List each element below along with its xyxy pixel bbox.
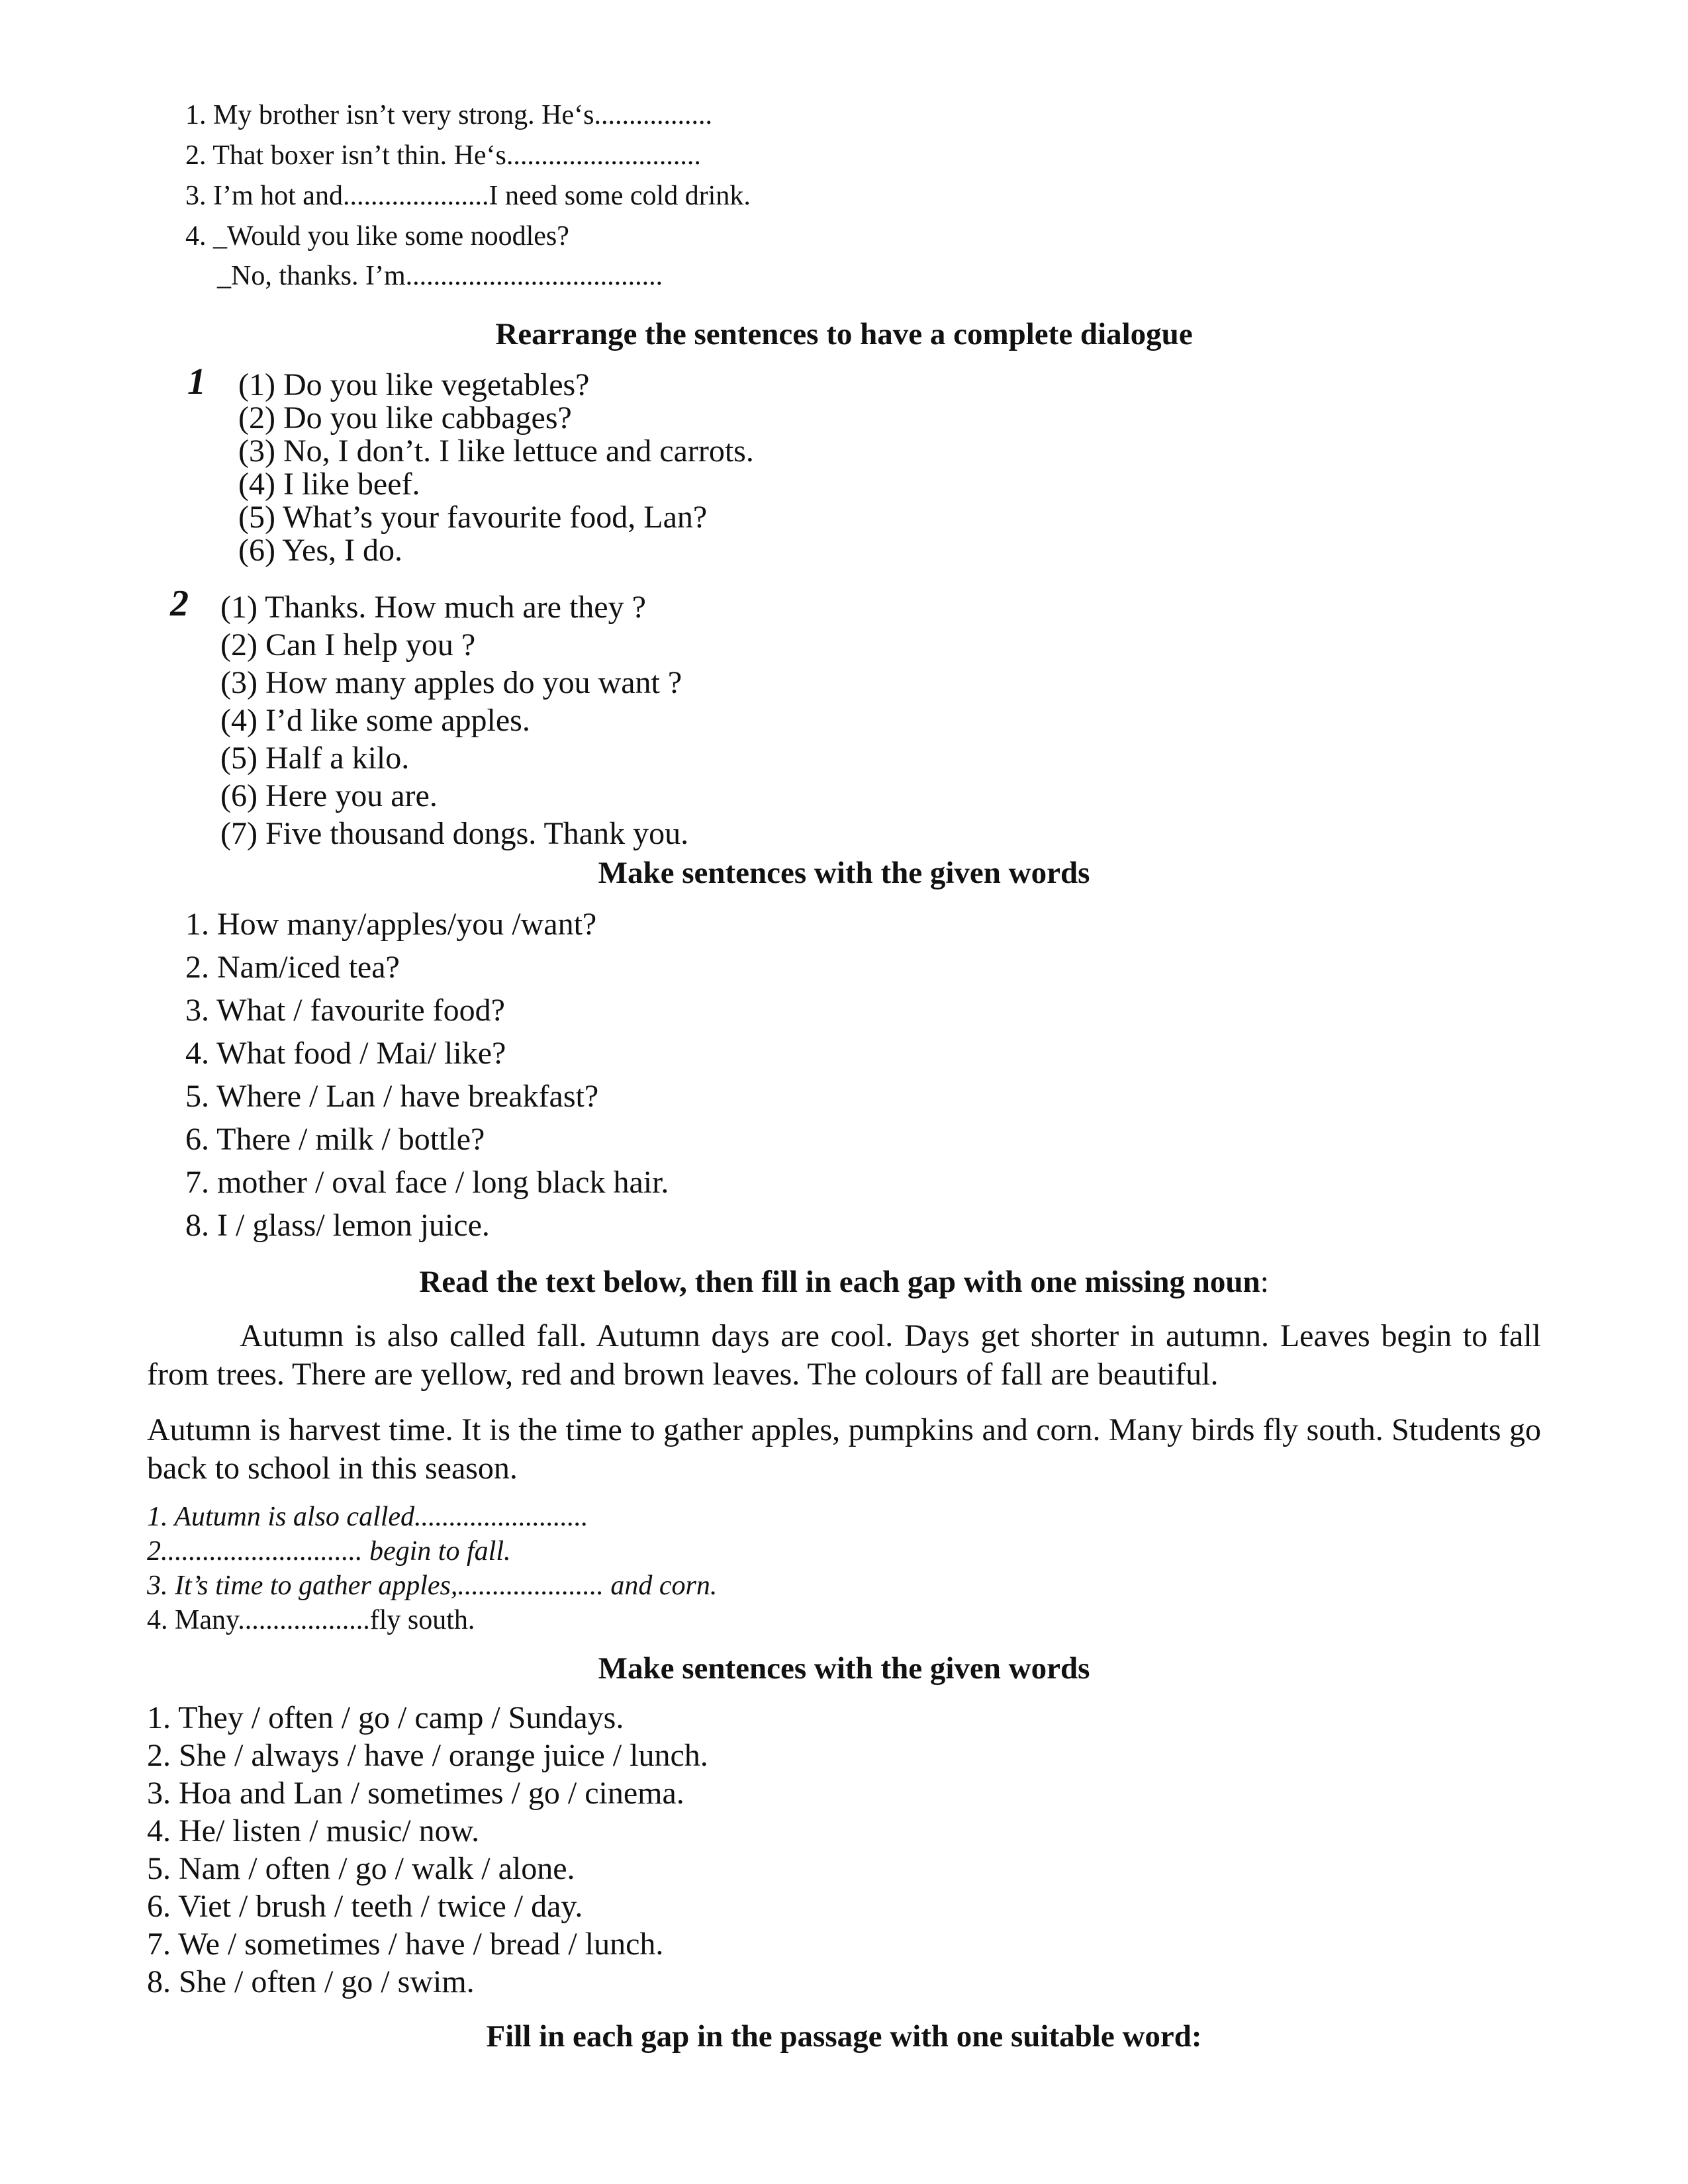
list-item: 7. We / sometimes / have / bread / lunch. bbox=[147, 1927, 664, 1962]
dialogue-line: (6) Yes, I do. bbox=[238, 533, 403, 568]
dialogue-line: (7) Five thousand dongs. Thank you. bbox=[220, 816, 689, 851]
dialogue-number: 2 bbox=[170, 583, 189, 624]
list-item: 8. I / glass/ lemon juice. bbox=[185, 1208, 490, 1243]
reading-question: 2............................. begin to fall. bbox=[147, 1536, 511, 1567]
exercise-item: _No, thanks. I’m..................................... bbox=[217, 261, 663, 291]
list-item: 3. What / favourite food? bbox=[185, 993, 505, 1028]
list-item: 5. Where / Lan / have breakfast? bbox=[185, 1079, 599, 1114]
dialogue-line: (5) What’s your favourite food, Lan? bbox=[238, 500, 708, 535]
dialogue-number: 1 bbox=[187, 361, 206, 402]
exercise-item: 3. I’m hot and.....................I need some cold drink. bbox=[185, 181, 751, 211]
section-heading-rearrange: Rearrange the sentences to have a complete dialogue bbox=[495, 317, 1193, 351]
exercise-item: 4. _Would you like some noodles? bbox=[185, 221, 569, 251]
dialogue-line: (1) Do you like vegetables? bbox=[238, 367, 590, 402]
reading-paragraph: Autumn is harvest time. It is the time to gather apples, pumpkins and corn. Many birds fly south. Students go back to school in this season. bbox=[147, 1412, 1541, 1486]
list-item: 2. She / always / have / orange juice / lunch. bbox=[147, 1738, 708, 1773]
list-item: 7. mother / oval face / long black hair. bbox=[185, 1165, 669, 1200]
section-heading-fill-passage: Fill in each gap in the passage with one suitable word: bbox=[486, 2019, 1202, 2054]
list-item: 1. They / often / go / camp / Sundays. bbox=[147, 1700, 624, 1735]
section-heading-make-sentences: Make sentences with the given words bbox=[598, 1651, 1090, 1686]
section-heading-reading bbox=[0, 1264, 1688, 1300]
dialogue-line: (4) I like beef. bbox=[238, 467, 420, 502]
reading-question: 4. Many...................fly south. bbox=[147, 1605, 475, 1635]
dialogue-line: (3) No, I don’t. I like lettuce and carrots. bbox=[238, 433, 754, 469]
dialogue-line: (1) Thanks. How much are they ? bbox=[220, 590, 646, 625]
reading-question: 3. It’s time to gather apples,..................... and corn. bbox=[147, 1570, 718, 1601]
list-item: 3. Hoa and Lan / sometimes / go / cinema. bbox=[147, 1776, 684, 1811]
list-item: 5. Nam / often / go / walk / alone. bbox=[147, 1851, 575, 1886]
reading-paragraph: Autumn is also called fall. Autumn days are cool. Days get shorter in autumn. Leaves begin to fall from trees. There are yellow, red and brown leaves. The colours of fall are beautiful. bbox=[147, 1318, 1541, 1392]
dialogue-line: (3) How many apples do you want ? bbox=[220, 665, 682, 700]
list-item: 6. Viet / brush / teeth / twice / day. bbox=[147, 1889, 583, 1924]
exercise-item: 2. That boxer isn’t thin. He‘s............................ bbox=[185, 140, 701, 171]
exercise-item: 1. My brother isn’t very strong. He‘s................. bbox=[185, 100, 712, 130]
reading-question: 1. Autumn is also called......................... bbox=[147, 1502, 588, 1532]
dialogue-line: (2) Can I help you ? bbox=[220, 627, 476, 662]
dialogue-line: (5) Half a kilo. bbox=[220, 741, 410, 776]
reading-heading-colon: : bbox=[1260, 1265, 1269, 1299]
list-item: 6. There / milk / bottle? bbox=[185, 1122, 485, 1157]
dialogue-line: (4) I’d like some apples. bbox=[220, 703, 530, 738]
list-item: 4. What food / Mai/ like? bbox=[185, 1036, 506, 1071]
dialogue-line: (2) Do you like cabbages? bbox=[238, 400, 572, 435]
list-item: 1. How many/apples/you /want? bbox=[185, 907, 597, 942]
section-heading-make-sentences: Make sentences with the given words bbox=[598, 856, 1090, 890]
list-item: 4. He/ listen / music/ now. bbox=[147, 1813, 480, 1848]
list-item: 8. She / often / go / swim. bbox=[147, 1964, 475, 1999]
list-item: 2. Nam/iced tea? bbox=[185, 950, 400, 985]
reading-heading-text: Read the text below, then fill in each gap with one missing noun bbox=[419, 1265, 1260, 1299]
dialogue-line: (6) Here you are. bbox=[220, 778, 438, 813]
